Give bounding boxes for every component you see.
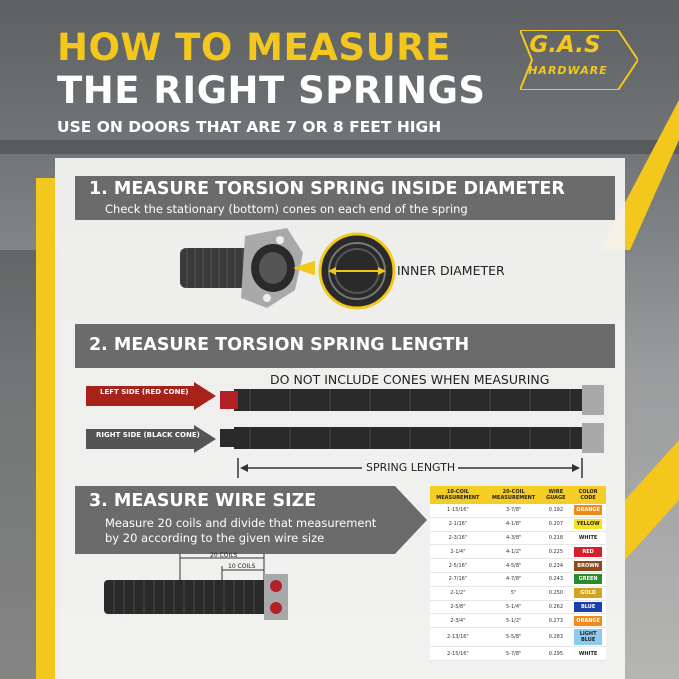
cell-color-code <box>570 628 606 647</box>
cell-10-coil: 2-3/16" <box>430 531 486 545</box>
logo-text: G.A.S <box>529 32 601 58</box>
step1-header <box>75 176 615 220</box>
color-swatch: ORANGE <box>574 616 602 626</box>
yellow-corner-stripe <box>625 440 679 560</box>
col-header-20-coil: 20-COIL MEASUREMENT <box>486 486 542 504</box>
step3-title: 3. MEASURE WIRE SIZE <box>89 491 317 511</box>
cell-wire-gauge: 0.207 <box>542 517 571 531</box>
right-side-label: RIGHT SIDE (BLACK CONE) <box>96 431 200 439</box>
cell-20-coil: 5" <box>486 586 542 600</box>
cell-wire-gauge: 0.234 <box>542 559 571 573</box>
table-header-row <box>430 486 606 504</box>
cell-10-coil: 2-5/8" <box>430 600 486 614</box>
step3-subtitle-line2: by 20 according to the given wire size <box>105 531 325 545</box>
color-swatch: ORANGE <box>574 505 602 515</box>
table-row <box>430 545 606 559</box>
cell-color-code <box>570 504 606 517</box>
color-swatch: BLUE <box>574 602 602 612</box>
cell-color-code <box>570 647 606 661</box>
cell-color-code <box>570 545 606 559</box>
cell-10-coil: 2-5/16" <box>430 559 486 573</box>
wire-size-table <box>430 486 606 661</box>
cell-20-coil: 5-1/2" <box>486 614 542 628</box>
cell-20-coil: 5-5/8" <box>486 628 542 647</box>
color-swatch: LIGHT BLUE <box>574 629 602 645</box>
cell-color-code <box>570 531 606 545</box>
table-row <box>430 517 606 531</box>
cell-10-coil: 2-3/4" <box>430 614 486 628</box>
cell-color-code <box>570 572 606 586</box>
spring-length-label: SPRING LENGTH <box>366 461 456 474</box>
step2-header <box>75 324 615 368</box>
col-header-color-code: COLOR CODE <box>570 486 606 504</box>
cell-wire-gauge: 0.243 <box>542 572 571 586</box>
cell-10-coil: 2-15/16" <box>430 647 486 661</box>
page-title-line1: HOW TO MEASURE <box>57 26 451 69</box>
table-row <box>430 614 606 628</box>
twenty-coils-label: 20 COILS <box>210 552 238 559</box>
wire-table-body <box>430 504 606 660</box>
cell-10-coil: 2-1/2" <box>430 586 486 600</box>
cell-wire-gauge: 0.250 <box>542 586 571 600</box>
step1-subtitle: Check the stationary (bottom) cones on each end of the spring <box>105 202 468 216</box>
cell-color-code <box>570 586 606 600</box>
cell-10-coil: 2-1/4" <box>430 545 486 559</box>
cell-wire-gauge: 0.262 <box>542 600 571 614</box>
col-header-wire-gauge: WIRE GUAGE <box>542 486 571 504</box>
left-side-label: LEFT SIDE (RED CONE) <box>100 388 189 396</box>
cell-20-coil: 5-7/8" <box>486 647 542 661</box>
cell-wire-gauge: 0.225 <box>542 545 571 559</box>
cell-color-code <box>570 559 606 573</box>
cell-color-code <box>570 614 606 628</box>
cell-20-coil: 4-7/8" <box>486 572 542 586</box>
cell-10-coil: 1-15/16" <box>430 504 486 517</box>
cell-10-coil: 2-7/16" <box>430 572 486 586</box>
cell-wire-gauge: 0.273 <box>542 614 571 628</box>
step3-subtitle-line1: Measure 20 coils and divide that measurement <box>105 516 377 530</box>
cell-20-coil: 3-7/8" <box>486 504 542 517</box>
color-swatch: YELLOW <box>574 519 602 529</box>
left-side-arrow <box>86 382 216 410</box>
right-side-arrow <box>86 425 216 453</box>
right-spring-image <box>220 421 606 455</box>
cell-20-coil: 5-1/4" <box>486 600 542 614</box>
coil-measure-diagram <box>100 550 300 630</box>
cell-wire-gauge: 0.192 <box>542 504 571 517</box>
cell-color-code <box>570 600 606 614</box>
table-row <box>430 531 606 545</box>
color-swatch: GOLD <box>574 588 602 598</box>
left-spring-image <box>220 383 606 417</box>
table-row <box>430 572 606 586</box>
table-row <box>430 647 606 661</box>
cell-20-coil: 4-1/2" <box>486 545 542 559</box>
color-swatch: GREEN <box>574 574 602 584</box>
cell-10-coil: 2-13/16" <box>430 628 486 647</box>
yellow-stripe <box>36 178 55 679</box>
color-swatch: RED <box>574 547 602 557</box>
cell-wire-gauge: 0.295 <box>542 647 571 661</box>
table-row <box>430 628 606 647</box>
cell-20-coil: 4-5/8" <box>486 559 542 573</box>
cell-color-code <box>570 517 606 531</box>
cell-wire-gauge: 0.218 <box>542 531 571 545</box>
cones-note: DO NOT INCLUDE CONES WHEN MEASURING <box>270 372 550 387</box>
header-arrow-tip <box>555 324 615 368</box>
ten-coils-label: 10 COILS <box>228 563 256 570</box>
inner-diameter-label: INNER DIAMETER <box>397 263 505 278</box>
table-row <box>430 586 606 600</box>
brand-logo <box>520 30 638 90</box>
color-swatch: WHITE <box>574 533 602 543</box>
step1-title: 1. MEASURE TORSION SPRING INSIDE DIAMETER <box>89 179 565 199</box>
col-header-10-coil: 10-COIL MEASUREMENT <box>430 486 486 504</box>
cell-20-coil: 4-3/8" <box>486 531 542 545</box>
spring-cone-image <box>175 228 315 308</box>
step2-title: 2. MEASURE TORSION SPRING LENGTH <box>89 335 470 355</box>
table-row <box>430 504 606 517</box>
page-title-line2: THE RIGHT SPRINGS <box>57 69 486 112</box>
cell-10-coil: 2-1/16" <box>430 517 486 531</box>
page-subtitle: USE ON DOORS THAT ARE 7 OR 8 FEET HIGH <box>57 118 442 136</box>
inner-diameter-detail <box>318 232 396 310</box>
background-beam <box>0 140 679 154</box>
color-swatch: BROWN <box>574 561 602 571</box>
cell-wire-gauge: 0.283 <box>542 628 571 647</box>
color-swatch: WHITE <box>574 649 602 659</box>
cell-20-coil: 4-1/8" <box>486 517 542 531</box>
table-row <box>430 600 606 614</box>
table-row <box>430 559 606 573</box>
logo-subtext: HARDWARE <box>528 64 608 77</box>
